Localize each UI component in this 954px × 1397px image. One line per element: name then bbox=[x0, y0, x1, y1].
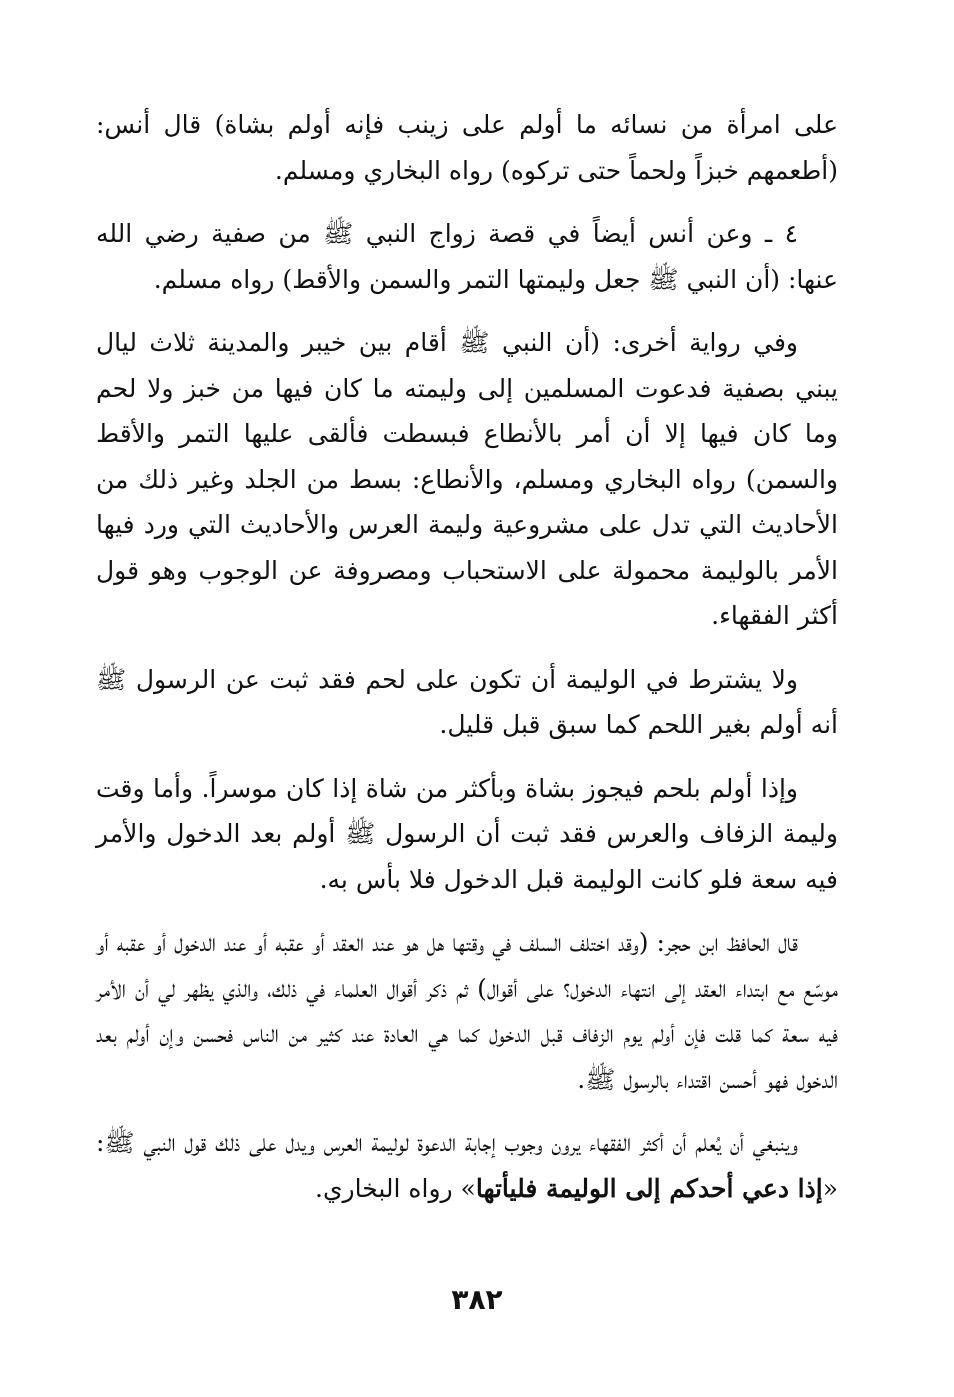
paragraph-6: قال الحافظ ابن حجر: (وقد اختلف السلف في وقتها هل هو عند العقد أو عقبه أو عند الدخول أو عقبه أو موسّع مع ابتداء العقد إلى انتهاء الدخول؟ على أقوال) ثم ذكر أقوال العلماء في ذلك، والذي يظهر لي أن الأمر فيه سعة كما قلت فإن أولم يوم الزفاف قبل الدخول كما هي العادة عند كثير من الناس فحسن وإن أولم بعد الدخول فهو أحسن اقتداء بالرسول ﷺ. bbox=[96, 928, 838, 1094]
paragraph-1: على امرأة من نسائه ما أولم على زينب فإنه أولم بشاة) قال أنس: (أطعمهم خبزاً ولحماً حتى تركوه) رواه البخاري ومسلم. bbox=[96, 110, 838, 185]
body-text bbox=[96, 102, 838, 1211]
paragraph-3: وفي رواية أخرى: (أن النبي ﷺ أقام بين خيبر والمدينة ثلاث ليال يبني بصفية فدعوت المسلمين إلى وليمته ما كان فيها من خبز ولا لحم وما كان فيها إلا أن أمر بالأنطاع فبسطت فألقى عليها التمر والأقط والسمن) رواه البخاري ومسلم، والأنطاع: بسط من الجلد وغير ذلك من الأحاديث التي تدل على مشروعية وليمة العرس والأحاديث التي ورد فيها الأمر بالوليمة محمولة على الاستحباب ومصروفة عن الوجوب وهو قول أكثر الفقهاء. bbox=[96, 328, 838, 630]
paragraph-7-ending: » رواه البخاري. bbox=[315, 1173, 476, 1203]
page-number: ٣٨٢ bbox=[451, 1283, 503, 1316]
paragraph-7 bbox=[96, 1120, 838, 1211]
paragraph-5: وإذا أولم بلحم فيجوز بشاة وبأكثر من شاة إذا كان موسراً. وأما وقت وليمة الزفاف والعرس فقد ثبت أن الرسول ﷺ أولم بعد الدخول والأمر فيه سعة فلو كانت الوليمة قبل الدخول فلا بأس به. bbox=[96, 773, 838, 894]
paragraph-2: ٤ ـ وعن أنس أيضاً في قصة زواج النبي ﷺ من صفية رضي الله عنها: (أن النبي ﷺ جعل وليمتها التمر والسمن والأقط) رواه مسلم. bbox=[96, 219, 838, 294]
paragraph-4: ولا يشترط في الوليمة أن تكون على لحم فقد ثبت عن الرسول ﷺ أنه أولم بغير اللحم كما سبق قبل قليل. bbox=[96, 664, 838, 739]
paragraph-7-text: وينبغي أن يُعلم أن أكثر الفقهاء يرون وجوب إجابة الدعوة لوليمة العرس ويدل على ذلك قول النبي ﷺ: « bbox=[96, 1128, 838, 1203]
hadith-quote: إذا دعي أحدكم إلى الوليمة فليأتها bbox=[475, 1173, 823, 1203]
